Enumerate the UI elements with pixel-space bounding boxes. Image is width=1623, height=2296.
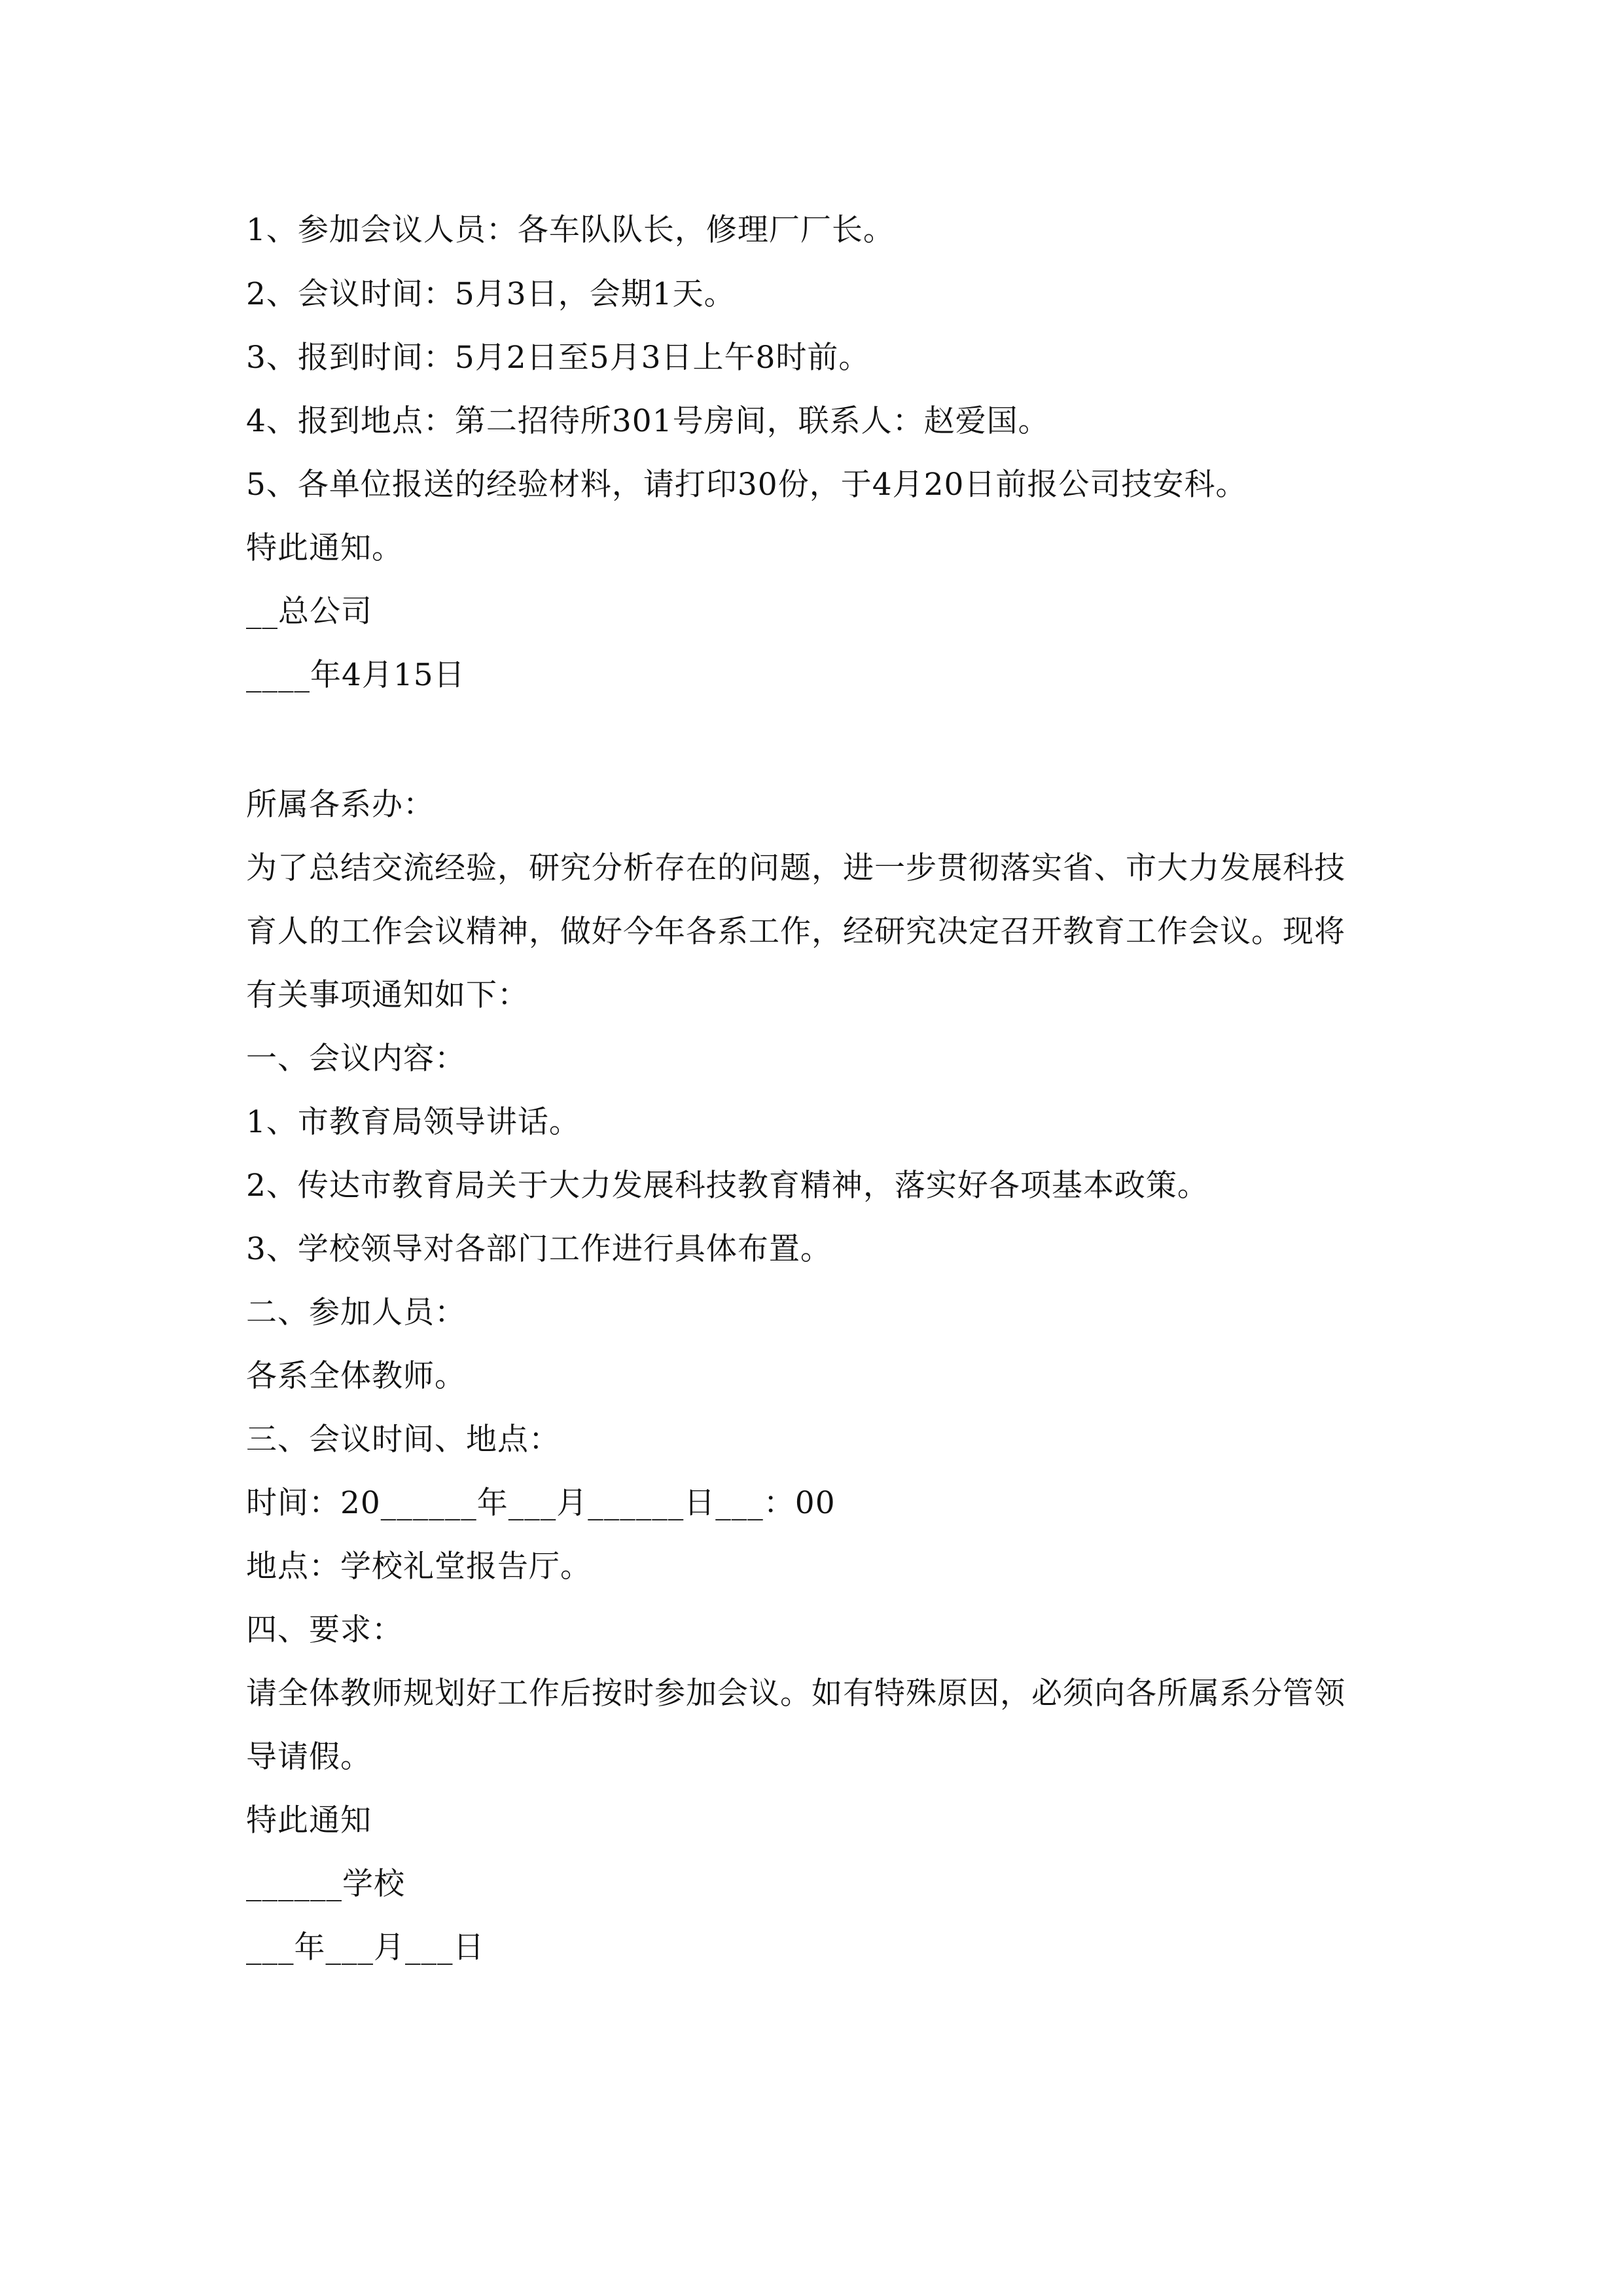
notice2-intro-line1: 为了总结交流经验，研究分析存在的问题，进一步贯彻落实省、市大力发展科技 — [246, 850, 1346, 886]
notice2-section3-title: 三、会议时间、地点： — [246, 1422, 560, 1458]
notice2-salutation: 所属各系办： — [246, 787, 435, 823]
notice2-section4-title: 四、要求： — [246, 1612, 403, 1648]
notice2-section2-title: 二、参加人员： — [246, 1295, 466, 1331]
notice2-signature: ______学校 — [246, 1866, 405, 1902]
notice2-section4-body-line1: 请全体教师规划好工作后按时参加会议。如有特殊原因，必须向各所属系分管领 — [246, 1676, 1346, 1712]
notice2-section1-item2: 2、传达市教育局关于大力发展科技教育精神，落实好各项基本政策。 — [246, 1168, 1209, 1204]
notice1-item-checkin-place: 4、报到地点：第二招待所301号房间，联系人：赵爱国。 — [246, 403, 1050, 439]
notice2-section3-time: 时间：20______年___月______日___：00 — [246, 1485, 836, 1521]
notice1-item-materials: 5、各单位报送的经验材料，请打印30份，于4月20日前报公司技安科。 — [246, 467, 1247, 503]
notice2-closing: 特此通知 — [246, 1803, 372, 1839]
notice2-section1-item1: 1、市教育局领导讲话。 — [246, 1104, 580, 1140]
notice1-signature: __总公司 — [246, 594, 372, 630]
notice2-intro-line3: 有关事项通知如下： — [246, 977, 529, 1013]
notice2-section2-body: 各系全体教师。 — [246, 1358, 466, 1394]
notice2-section1-title: 一、会议内容： — [246, 1041, 466, 1077]
notice2-section4-body-line2: 导请假。 — [246, 1739, 372, 1775]
notice2-section1-item3: 3、学校领导对各部门工作进行具体布置。 — [246, 1231, 832, 1267]
notice1-item-attendees: 1、参加会议人员：各车队队长，修理厂厂长。 — [246, 212, 895, 248]
notice2-date: ___年___月___日 — [246, 1929, 485, 1965]
notice1-item-meeting-time: 2、会议时间：5月3日，会期1天。 — [246, 276, 736, 312]
notice1-date: ____年4月15日 — [246, 657, 465, 693]
notice1-item-checkin-time: 3、报到时间：5月2日至5月3日上午8时前。 — [246, 340, 870, 376]
notice2-intro-line2: 育人的工作会议精神，做好今年各系工作，经研究决定召开教育工作会议。现将 — [246, 914, 1346, 950]
notice1-closing: 特此通知。 — [246, 530, 403, 566]
notice2-section3-place: 地点：学校礼堂报告厅。 — [246, 1549, 592, 1585]
